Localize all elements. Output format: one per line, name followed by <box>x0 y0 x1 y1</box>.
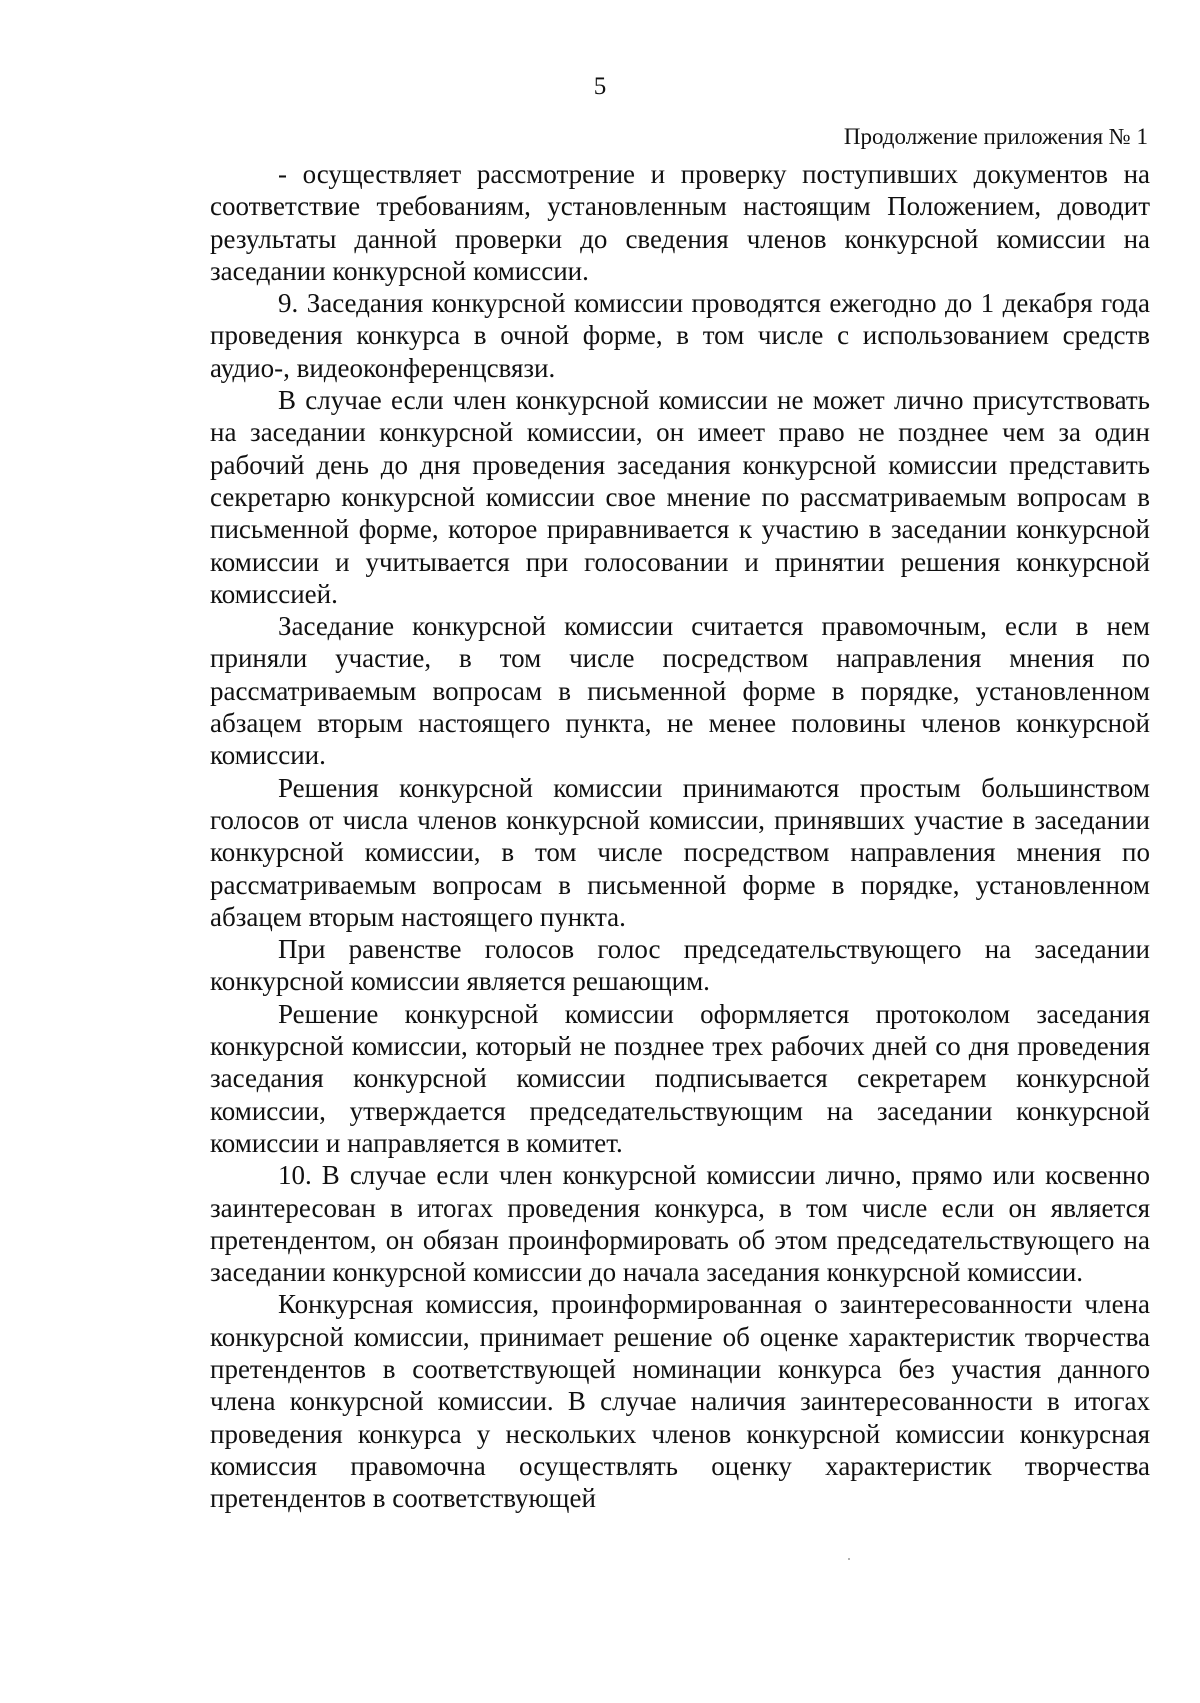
appendix-continuation-note: Продолжение приложения № 1 <box>843 124 1148 149</box>
document-body <box>210 158 1150 1514</box>
paragraph-item-10: 10. В случае если член конкурсной комиссии лично, прямо или косвенно заинтересован в итогах проведения конкурса, в том числе если он является претендентом, он обязан проинформировать об этом председательствующего на заседании конкурсной комиссии до начала заседания конкурсной комиссии. <box>210 1160 1150 1288</box>
paragraph-document-review: - осуществляет рассмотрение и проверку поступивших документов на соответствие требованиям, установленным настоящим Положением, доводит результаты данной проверки до сведения членов конкурсной комиссии на заседании конкурсной комиссии. <box>210 159 1150 286</box>
paragraph-item-9: 9. Заседания конкурсной комиссии проводятся ежегодно до 1 декабря года проведения конкурса в очной форме, в том числе с использованием средств аудио-, видеоконференцсвязи. <box>210 288 1150 383</box>
paragraph-protocol: Решение конкурсной комиссии оформляется протоколом заседания конкурсной комиссии, который не позднее трех рабочих дней со дня проведения заседания конкурсной комиссии подписывается секретарем конкурсной комиссии, утверждается председательствующим на заседании конкурсной комиссии и направляется в комитет. <box>210 998 1150 1158</box>
page-number: 5 <box>593 73 607 100</box>
paragraph-majority-vote: Решения конкурсной комиссии принимаются простым большинством голосов от числа членов конкурсной комиссии, принявших участие в заседании конкурсной комиссии, в том числе посредством направления мнения по рассматриваемым вопросам в письменной форме в порядке, установленном абзацем вторым настоящего пункта. <box>210 772 1150 932</box>
scan-speck <box>848 1558 850 1560</box>
paragraph-conflict-of-interest: Конкурсная комиссия, проинформированная о заинтересованности члена конкурсной комиссии, принимает решение об оценке характеристик творчества претендентов в соответствующей номинации конкурса без участия данного члена конкурсной комиссии. В случае наличия заинтересованности в итогах проведения конкурса у нескольких членов конкурсной комиссии конкурсная комиссия правомочна осуществлять оценку характеристик творчества претендентов в соответствующей <box>210 1289 1150 1514</box>
paragraph-tie-vote: При равенстве голосов голос председательствующего на заседании конкурсной комиссии является решающим. <box>210 934 1150 997</box>
paragraph-absent-member: В случае если член конкурсной комиссии не может лично присутствовать на заседании конкурсной комиссии, он имеет право не позднее чем за один рабочий день до дня проведения заседания конкурсной комиссии представить секретарю конкурсной комиссии свое мнение по рассматриваемым вопросам в письменной форме, которое приравнивается к участию в заседании конкурсной комиссии и учитывается при голосовании и принятии решения конкурсной комиссией. <box>210 385 1150 609</box>
paragraph-quorum: Заседание конкурсной комиссии считается правомочным, если в нем приняли участие, в том числе посредством направления мнения по рассматриваемым вопросам в письменной форме в порядке, установленном абзацем вторым настоящего пункта, не менее половины членов конкурсной комиссии. <box>210 611 1150 771</box>
